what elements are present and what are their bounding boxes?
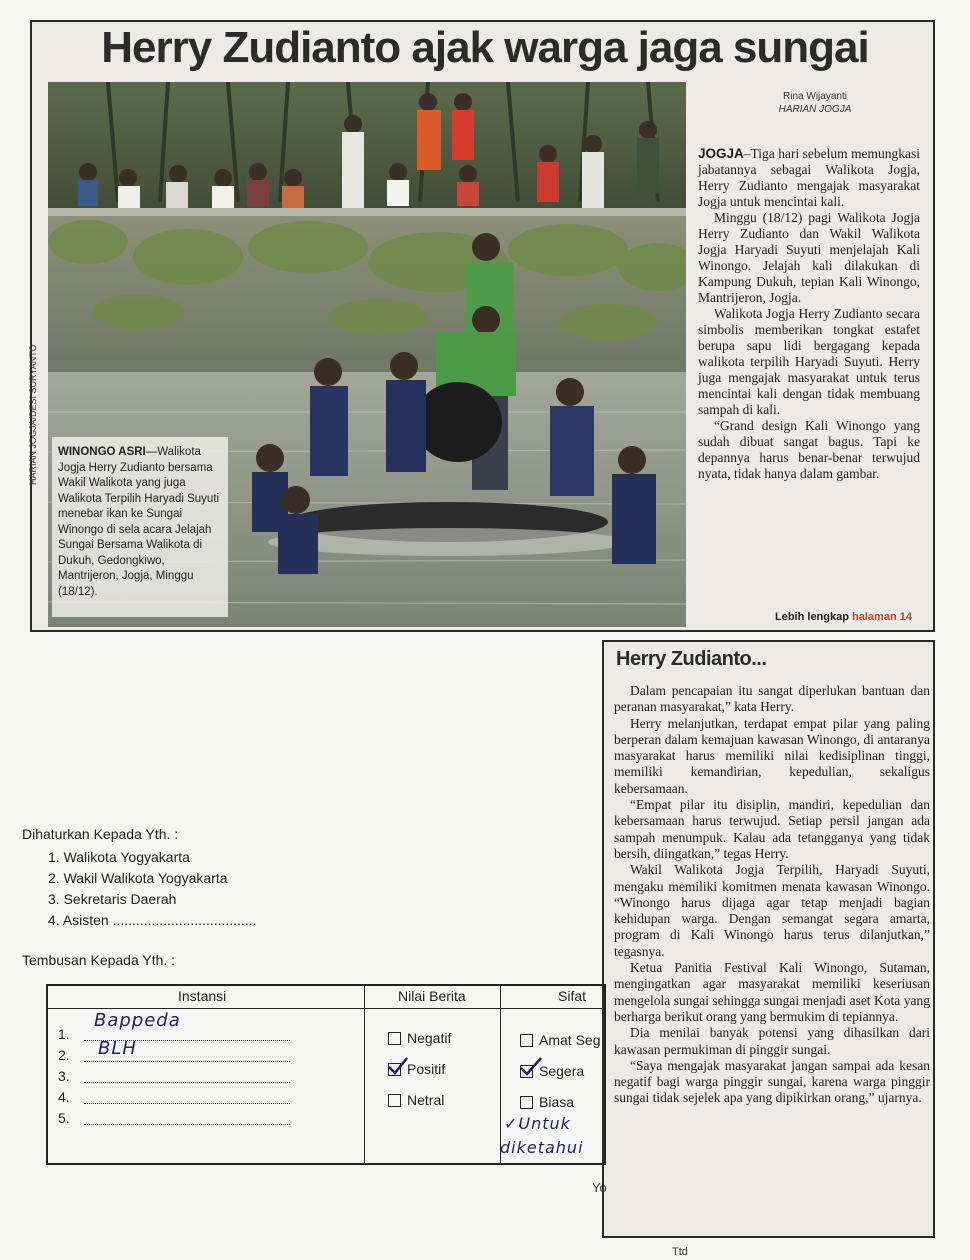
byline-org: HARIAN JOGJA <box>778 104 852 115</box>
more-label: Lebih lengkap <box>775 611 849 623</box>
addressee-item: 2. Wakil Walikota Yogyakarta <box>48 870 228 886</box>
header-sifat: Sifat <box>558 988 587 1004</box>
checkbox-checked[interactable] <box>388 1063 401 1076</box>
continuation-paragraph: Herry melanjutkan, terdapat empat pilar yang paling berperan dalam kemajuan kawasan Winongo, di antaranya masyarakat harus memiliki nilai kedisiplinan tinggi, memiliki kemandirian, kepedulian, sekaligus kebersamaan. <box>614 715 930 796</box>
addressee-item: 4. Asisten ..................................... <box>48 912 257 928</box>
byline-name: Rina Wijayanti <box>783 91 847 102</box>
handwritten-note: diketahui <box>500 1138 584 1157</box>
cc-label: Tembusan Kepada Yth. : <box>22 952 176 968</box>
fill-line <box>84 1124 290 1125</box>
addressee-list <box>48 847 257 931</box>
continuation-paragraph: Dalam pencapaian itu sangat diperlukan bantuan dan peranan masyarakat,” kata Herry. <box>614 683 930 715</box>
option-amat-segera[interactable]: Amat Seg <box>520 1032 600 1048</box>
text-fragment: Ttd <box>672 1246 688 1258</box>
checkbox[interactable] <box>388 1032 401 1045</box>
checkbox[interactable] <box>388 1094 401 1107</box>
row-number: 4. <box>58 1089 70 1105</box>
addressed-label: Dihaturkan Kepada Yth. : <box>22 826 179 842</box>
article-paragraph: “Grand design Kali Winongo yang sudah dibuat sangat bagus. Tapi ke depannya harus benar-benar terwujud nyata, tidak hanya dalam gambar. <box>698 418 920 481</box>
more-link <box>775 611 912 623</box>
header-instansi: Instansi <box>178 988 227 1004</box>
fill-line <box>84 1061 290 1062</box>
header-nilai-berita: Nilai Berita <box>398 988 466 1004</box>
continuation-paragraph: “Empat pilar itu disiplin, mandiri, kepedulian dan kebersamaan harus terwujud. Setiap persil jangan ada sampah menumpuk. Kalau ada tetangganya yang tidak bersih, diingatkan,” tegas Herry. <box>614 797 930 861</box>
fill-line <box>84 1103 290 1104</box>
addressee-item: 3. Sekretaris Daerah <box>48 891 177 907</box>
row-number: 5. <box>58 1110 70 1126</box>
addressee-item: 1. Walikota Yogyakarta <box>48 849 190 865</box>
article-paragraph: Walikota Jogja Herry Zudianto secara simbolis memberikan tongkat estafet berupa sapu lidi bergagang kepada walikota terpilih Haryadi Suyuti. Herry juga mengajak masyarakat untuk terus mencintai kali dengan tidak membuang sampah di kali. <box>698 306 920 417</box>
row-number: 1. <box>58 1026 70 1042</box>
continuation-paragraph: “Saya mengajak masyarakat jangan sampai ada kesan negatif bagi warga pinggir sungai, karena warga pinggir sungai tidak sejelek apa yang dipikirkan orang,” ujarnya. <box>614 1057 930 1106</box>
checkbox-checked[interactable] <box>520 1065 533 1078</box>
continuation-title: Herry Zudianto... <box>616 648 767 670</box>
option-netral[interactable]: Netral <box>388 1092 444 1108</box>
continuation-paragraph: Wakil Walikota Jogja Terpilih, Haryadi Suyuti, mengaku memiliki komitmen menata kawasan Winongo. “Winongo harus dijaga agar tetap menjadi bagian kehidupan warga. Dengan semangat segara amarta, program di Kali Winongo harus terus dilanjutkan,” tegasnya. <box>614 862 930 959</box>
text-fragment: Yo <box>592 1180 607 1195</box>
byline <box>740 90 890 116</box>
table-header-rule <box>48 1008 604 1009</box>
check-mark-icon <box>519 1056 543 1078</box>
article-column <box>698 146 920 482</box>
continuation-column <box>614 683 930 1107</box>
row-number: 2. <box>58 1047 70 1063</box>
option-positif[interactable]: Positif <box>388 1061 445 1077</box>
article-headline: Herry Zudianto ajak warga jaga sungai <box>101 23 869 72</box>
continuation-paragraph: Ketua Panitia Festival Kali Winongo, Sutaman, mengingatkan agar masyarakat memiliki keseriusan mengelola sungai sehingga sungai menjadi aset Kota yang berharga berikut orang yang bermukim di tepiannya. <box>614 960 930 1024</box>
dateline: JOGJA <box>698 146 744 161</box>
checkbox[interactable] <box>520 1034 533 1047</box>
photo-credit: HARIAN JOGJA/DESI SURYANTO <box>28 344 38 485</box>
check-mark-icon <box>387 1056 409 1076</box>
table-divider <box>364 986 365 1163</box>
caption-text: —Walikota Jogja Herry Zudianto bersama Wakil Walikota yang juga Walikota Terpilih Haryadi Suyuti menebar ikan ke Sungai Winongo di sela acara Jelajah Sungai Bersama Walikota di Dukuh, Gedongkiwo, Mantrijeron, Jogja, Minggu (18/12). <box>58 446 220 598</box>
photo-caption <box>52 437 228 617</box>
checkbox[interactable] <box>520 1096 533 1109</box>
fill-line <box>84 1082 290 1083</box>
handwritten-instansi: Bappeda <box>94 1010 181 1031</box>
caption-lead: WINONGO ASRI <box>58 446 146 458</box>
option-biasa[interactable]: Biasa <box>520 1094 574 1110</box>
article-paragraph: JOGJA–Tiga hari sebelum memungkasi jabatannya sebagai Walikota Jogja, Herry Zudianto mengajak masyarakat Jogja untuk mencintai kali. <box>698 146 920 209</box>
table-divider <box>500 986 501 1163</box>
handwritten-note: ✓Untuk <box>504 1114 571 1133</box>
continuation-paragraph: Dia menilai banyak potensi yang dihasilkan dari kawasan permukiman di pinggir sungai. <box>614 1025 930 1057</box>
row-number: 3. <box>58 1068 70 1084</box>
option-negatif[interactable]: Negatif <box>388 1030 451 1046</box>
article-paragraph: Minggu (18/12) pagi Walikota Jogja Herry Zudianto dan Wakil Walikota Jogja Haryadi Suyuti menjelajah Kali Winongo. Jelajah kali dilakukan di Kampung Dukuh, tepian Kali Winongo, Mantrijeron, Jogja. <box>698 210 920 305</box>
more-page: halaman 14 <box>852 611 912 623</box>
handwritten-instansi: BLH <box>98 1038 137 1059</box>
option-segera[interactable]: Segera <box>520 1063 584 1079</box>
